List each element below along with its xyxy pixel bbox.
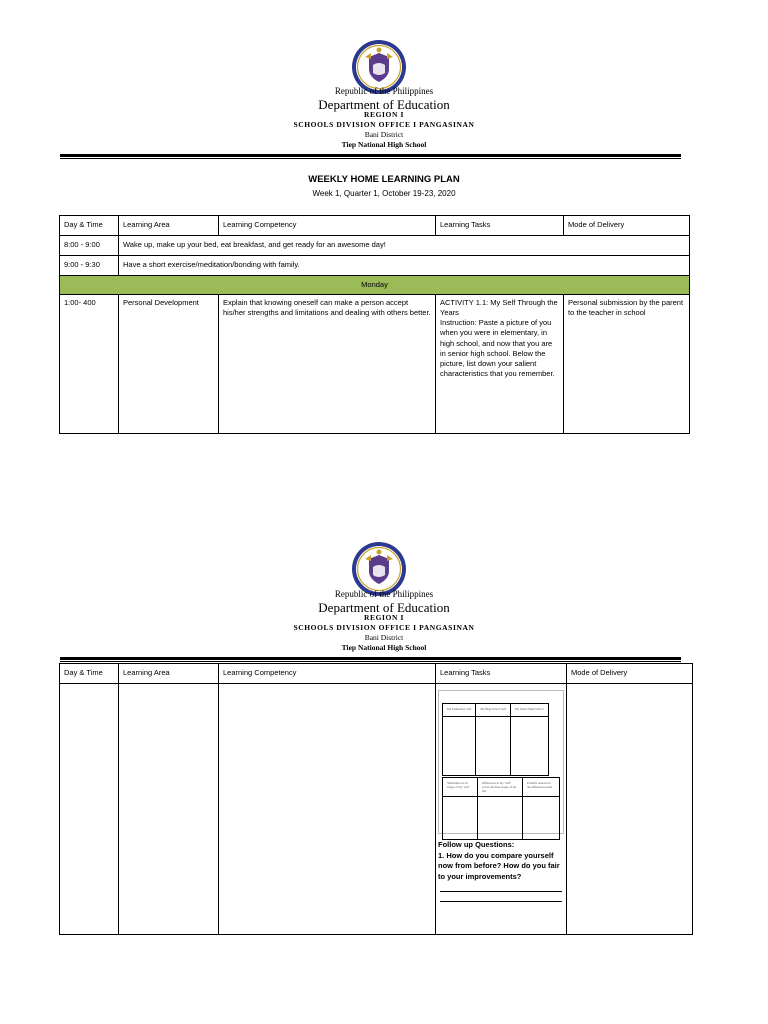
district-text: Bani District: [364, 633, 404, 642]
self-comparison-grid: [442, 777, 560, 840]
plan-subtitle: Week 1, Quarter 1, October 19-23, 2020: [312, 189, 456, 198]
followup-questions: [438, 840, 564, 882]
day-row: [60, 276, 690, 295]
routine-text: Wake up, make up your bed, eat breakfast, and get ready for an awesome day!: [119, 236, 690, 256]
header-learning-area: Learning Area: [119, 216, 219, 236]
grid-col-label: My Elementary Self: [443, 704, 476, 717]
answer-line: [440, 882, 562, 892]
routine-time: 9:00 - 9:30: [60, 256, 119, 276]
learning-plan-table-continued: [59, 663, 693, 935]
self-stages-grid: [442, 703, 549, 776]
division-text: SCHOOLS DIVISION OFFICE I PANGASINAN: [293, 120, 475, 129]
department-name: Department of Education: [318, 600, 450, 615]
grid-col-label: Similarities in all stages of my "self": [443, 778, 478, 797]
school-name: Tiep National High School: [341, 643, 427, 652]
header-mode-of-delivery: Mode of Delivery: [564, 216, 690, 236]
learning-plan-table: [59, 215, 690, 434]
table-row: [60, 684, 693, 935]
grid-col-label: My High School Self: [476, 704, 511, 717]
table-row: [60, 295, 690, 434]
republic-text: Republic of the Philippines: [334, 589, 434, 599]
header-day-time: Day & Time: [60, 664, 119, 684]
table-row: [60, 236, 690, 256]
region-text: REGION I: [363, 110, 404, 119]
table-header-row: [60, 664, 693, 684]
header-rule-thin: [60, 158, 681, 159]
header-learning-competency: Learning Competency: [219, 216, 436, 236]
region-text: REGION I: [363, 613, 404, 622]
day-label: Monday: [60, 276, 690, 295]
mode-of-delivery: Personal submission by the parent to the teacher in school: [564, 295, 690, 434]
header-mode-of-delivery: Mode of Delivery: [567, 664, 693, 684]
grid-col-label: My Senior High School: [510, 704, 548, 717]
learning-tasks: [436, 295, 564, 434]
learning-competency: Explain that knowing oneself can make a person accept his/her strengths and limitations and dealing with others better.: [219, 295, 436, 434]
empty-cell: [567, 684, 693, 935]
table-row: [60, 256, 690, 276]
routine-text: Have a short exercise/meditation/bonding with family.: [119, 256, 690, 276]
header-rule: [60, 154, 681, 157]
empty-cell: [119, 684, 219, 935]
activity-title: ACTIVITY 1.1: My Self Through the Years: [440, 298, 558, 318]
school-name: Tiep National High School: [341, 140, 427, 149]
answer-line: [440, 892, 562, 902]
division-text: SCHOOLS DIVISION OFFICE I PANGASINAN: [293, 623, 475, 632]
header-rule: [60, 657, 681, 660]
table-header-row: [60, 216, 690, 236]
empty-cell: [219, 684, 436, 935]
activity-instruction: Instruction: Paste a picture of you when you were in elementary, in high school, and now that you are in senior high school. Below the picture, list down your salient characteristics that you remember.: [440, 318, 555, 378]
grid-col-label: Possible reasons for the differences noted: [523, 778, 560, 797]
followup-heading: Follow up Questions:: [438, 840, 515, 849]
learning-area: Personal Development: [119, 295, 219, 434]
grid-col-label: Differences in my "self" across the three stages of my life: [477, 778, 522, 797]
department-name: Department of Education: [318, 97, 450, 112]
learning-tasks: [436, 684, 567, 935]
activity-worksheet-image: [438, 690, 564, 834]
header-learning-competency: Learning Competency: [219, 664, 436, 684]
header-learning-tasks: Learning Tasks: [436, 664, 567, 684]
republic-text: Republic of the Philippines: [334, 86, 434, 96]
plan-title: WEEKLY HOME LEARNING PLAN: [308, 174, 460, 185]
header-learning-area: Learning Area: [119, 664, 219, 684]
followup-question: 1. How do you compare yourself now from before? How do you fair to your improvements?: [438, 850, 560, 881]
district-text: Bani District: [364, 130, 404, 139]
routine-time: 8:00 - 9:00: [60, 236, 119, 256]
header-rule-thin: [60, 661, 681, 662]
session-time: 1:00- 400: [60, 295, 119, 434]
header-learning-tasks: Learning Tasks: [436, 216, 564, 236]
empty-cell: [60, 684, 119, 935]
header-day-time: Day & Time: [60, 216, 119, 236]
